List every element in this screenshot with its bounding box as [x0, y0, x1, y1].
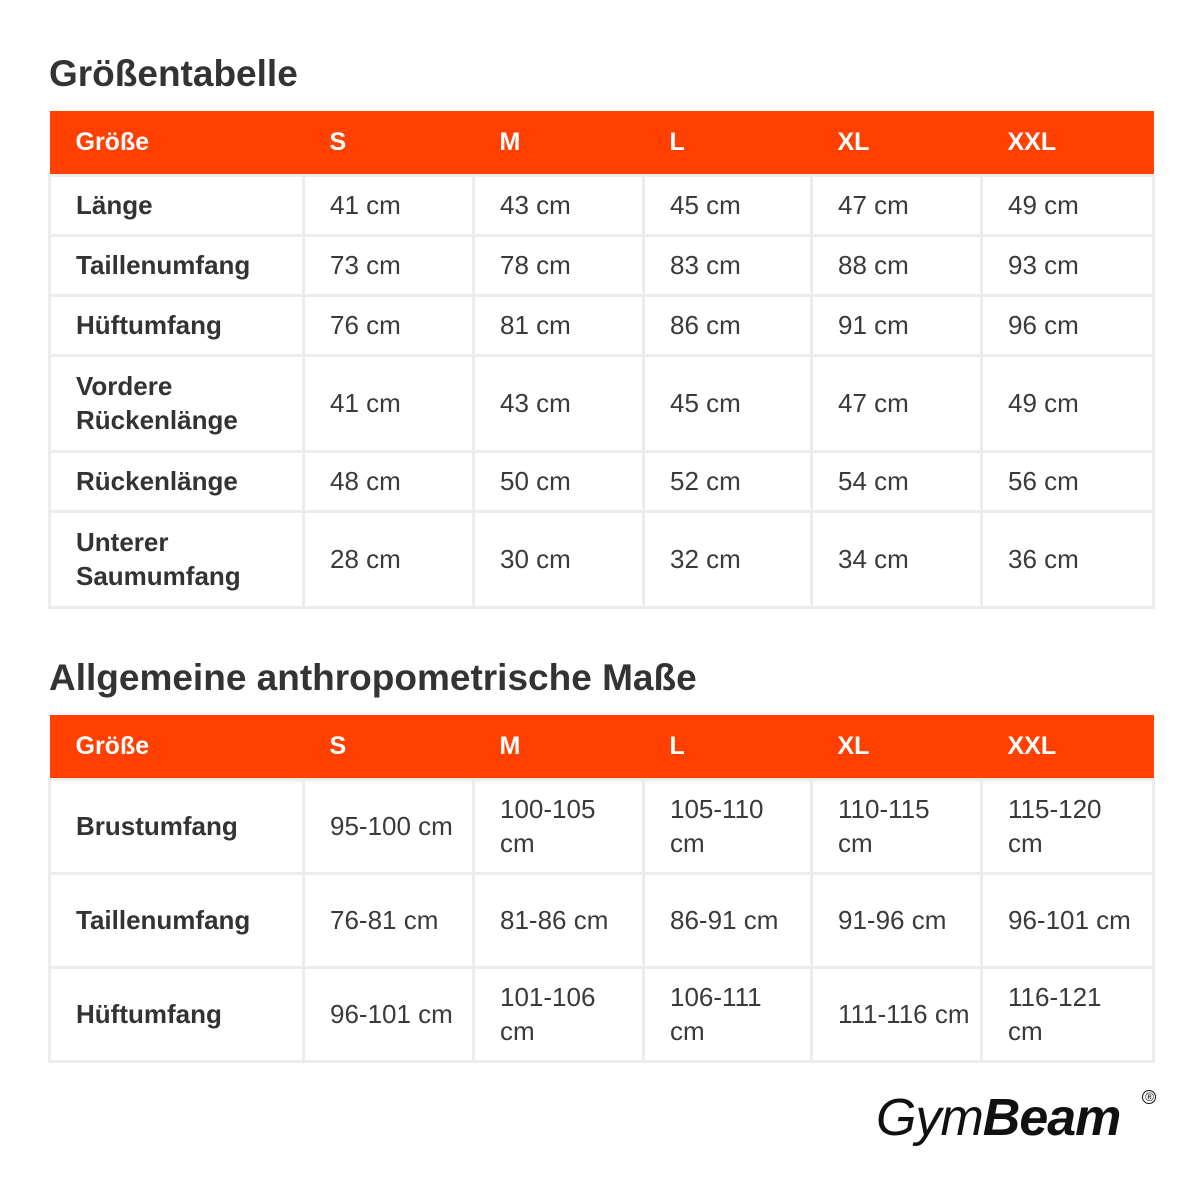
- table-cell: 106-111 cm: [644, 967, 812, 1061]
- size-chart-title: Größentabelle: [49, 53, 298, 94]
- table-cell: 88 cm: [812, 235, 982, 295]
- table-cell: 81 cm: [474, 295, 644, 355]
- table-cell: 45 cm: [644, 175, 812, 235]
- table-cell: 52 cm: [644, 451, 812, 511]
- logo-text-beam: Beam: [982, 1089, 1121, 1147]
- header-size-m: M: [499, 127, 521, 156]
- table-cell: 34 cm: [812, 511, 982, 607]
- table-cell: 32 cm: [644, 511, 812, 607]
- table-cell: 115-120 cm: [982, 779, 1154, 873]
- row-label: Unterer Saumumfang: [50, 511, 304, 607]
- table-cell: 100-105 cm: [474, 779, 644, 873]
- table-row: [50, 451, 1154, 511]
- table-cell: 96-101 cm: [304, 967, 474, 1061]
- table-cell: 91-96 cm: [812, 873, 982, 967]
- header-size-xxl: XXL: [1007, 731, 1057, 760]
- gymbeam-logo: [876, 1088, 1153, 1148]
- row-label: Brustumfang: [50, 779, 304, 873]
- header-size-s: S: [329, 127, 347, 156]
- table-cell: 56 cm: [982, 451, 1154, 511]
- row-label: Länge: [50, 175, 304, 235]
- table-cell: 76-81 cm: [304, 873, 474, 967]
- table-cell: 86 cm: [644, 295, 812, 355]
- header-size-xl: XL: [837, 127, 870, 156]
- logo-text-gym: Gym: [876, 1089, 983, 1147]
- table-cell: 86-91 cm: [644, 873, 812, 967]
- anthropometric-chart-table: [48, 715, 1155, 1063]
- table-cell: 28 cm: [304, 511, 474, 607]
- table-cell: 83 cm: [644, 235, 812, 295]
- table-cell: 47 cm: [812, 355, 982, 451]
- registered-mark-icon: ®: [1142, 1090, 1156, 1104]
- table-cell: 91 cm: [812, 295, 982, 355]
- table-cell: 78 cm: [474, 235, 644, 295]
- table-cell: 45 cm: [644, 355, 812, 451]
- table-cell: 110-115 cm: [812, 779, 982, 873]
- table-cell: 101-106 cm: [474, 967, 644, 1061]
- table-cell: 36 cm: [982, 511, 1154, 607]
- table-cell: 111-116 cm: [812, 967, 982, 1061]
- table-cell: 43 cm: [474, 355, 644, 451]
- table-cell: 73 cm: [304, 235, 474, 295]
- anthropometric-header-row: [50, 715, 1154, 779]
- table-row: [50, 511, 1154, 607]
- table-row: [50, 873, 1154, 967]
- table-cell: 43 cm: [474, 175, 644, 235]
- table-cell: 76 cm: [304, 295, 474, 355]
- size-chart-table: [48, 111, 1155, 609]
- header-size-l: L: [669, 127, 685, 156]
- table-cell: 116-121 cm: [982, 967, 1154, 1061]
- table-cell: 47 cm: [812, 175, 982, 235]
- table-cell: 50 cm: [474, 451, 644, 511]
- table-cell: 30 cm: [474, 511, 644, 607]
- table-cell: 48 cm: [304, 451, 474, 511]
- row-label: Taillenumfang: [50, 235, 304, 295]
- table-row: [50, 175, 1154, 235]
- size-chart-header-row: [50, 111, 1154, 175]
- table-cell: 93 cm: [982, 235, 1154, 295]
- row-label: Taillenumfang: [50, 873, 304, 967]
- row-label: Hüftumfang: [50, 967, 304, 1061]
- table-row: [50, 235, 1154, 295]
- anthropometric-chart-title: Allgemeine anthropometrische Maße: [49, 657, 697, 698]
- table-cell: 41 cm: [304, 175, 474, 235]
- row-label: Rückenlänge: [50, 451, 304, 511]
- table-cell: 49 cm: [982, 175, 1154, 235]
- header-size-label: Größe: [75, 731, 150, 760]
- header-size-xl: XL: [837, 731, 870, 760]
- header-size-m: M: [499, 731, 521, 760]
- table-cell: 54 cm: [812, 451, 982, 511]
- row-label: Vordere Rückenlänge: [50, 355, 304, 451]
- table-cell: 105-110 cm: [644, 779, 812, 873]
- table-row: [50, 295, 1154, 355]
- header-size-s: S: [329, 731, 347, 760]
- row-label: Hüftumfang: [50, 295, 304, 355]
- header-size-xxl: XXL: [1007, 127, 1057, 156]
- table-cell: 81-86 cm: [474, 873, 644, 967]
- table-row: [50, 967, 1154, 1061]
- table-row: [50, 779, 1154, 873]
- table-row: [50, 355, 1154, 451]
- table-cell: 95-100 cm: [304, 779, 474, 873]
- header-size-l: L: [669, 731, 685, 760]
- table-cell: 96 cm: [982, 295, 1154, 355]
- header-size-label: Größe: [75, 127, 150, 156]
- table-cell: 96-101 cm: [982, 873, 1154, 967]
- table-cell: 49 cm: [982, 355, 1154, 451]
- table-cell: 41 cm: [304, 355, 474, 451]
